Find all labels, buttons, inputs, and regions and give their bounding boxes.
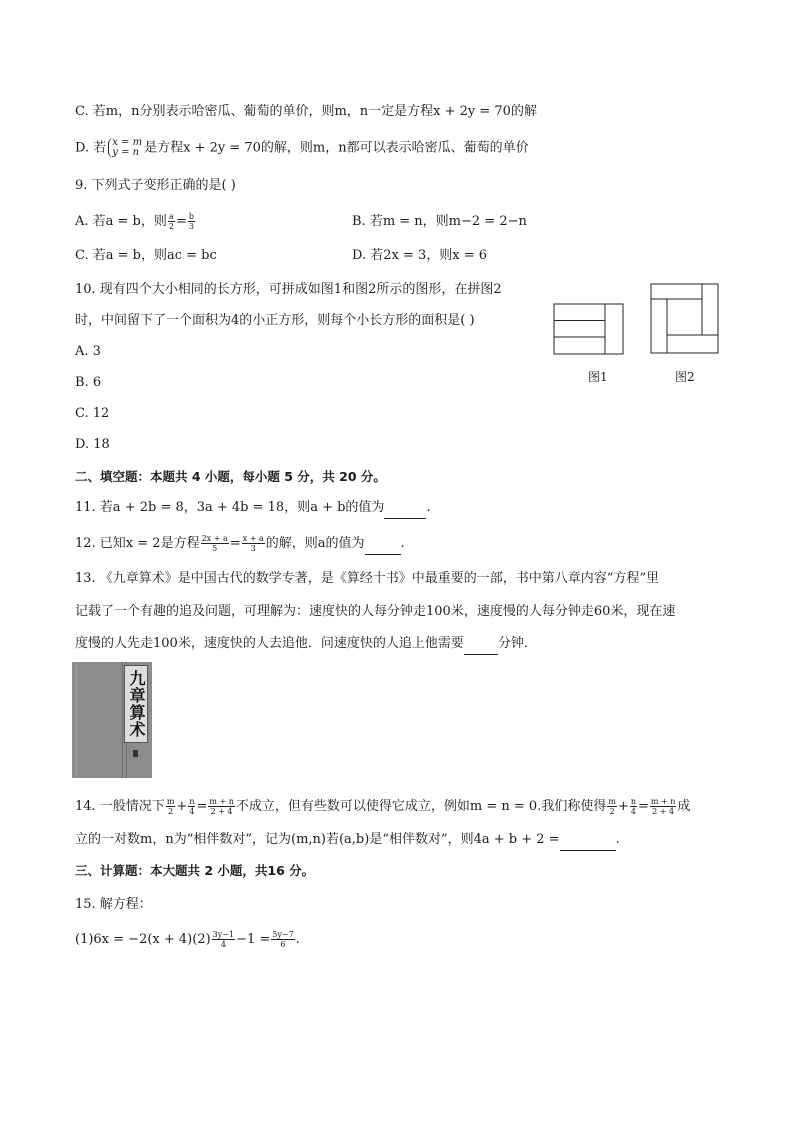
q14-line2-text: 立的一对数m，n为“相伴数对”，记为(m,n)若(a,b)是“相伴数对”，则4a + b + 2 = bbox=[75, 832, 560, 847]
figure-1 bbox=[553, 303, 625, 355]
q12 bbox=[75, 534, 405, 555]
q15-minus: −1 = bbox=[236, 932, 271, 947]
q10-option-a: A. 3 bbox=[75, 344, 101, 359]
q15-equations bbox=[75, 930, 300, 950]
q14-frac-n: $\frac{n}{4}$ bbox=[189, 797, 195, 816]
q14-blank bbox=[560, 830, 616, 851]
q14-frac-n-2: $\frac{n}{4}$ bbox=[630, 797, 636, 816]
section-3-heading: 三、计算题：本大题共 2 小题，共16 分。 bbox=[75, 863, 315, 878]
q10-option-b: B. 6 bbox=[75, 375, 102, 390]
q14-eq: = bbox=[196, 799, 208, 814]
book-seal bbox=[133, 750, 138, 757]
q11-end: . bbox=[426, 500, 431, 515]
q8-option-d bbox=[75, 138, 529, 159]
q12-eq: = bbox=[229, 536, 241, 551]
q9-a-frac2: $\frac{b}{3}$ bbox=[188, 212, 195, 231]
q9-option-a bbox=[75, 212, 196, 232]
q12-suffix: 的解，则a的值为 bbox=[265, 536, 365, 551]
q15-frac2: $\frac{5y-7}{6}$ bbox=[272, 930, 294, 949]
q12-frac2: $\frac{x + a}{3}$ bbox=[242, 534, 264, 553]
q13-line3-text: 度慢的人先走100米，速度快的人去追他．问速度快的人追上他需要 bbox=[75, 636, 464, 651]
fig2-outer bbox=[651, 284, 718, 353]
q14-mid: 不成立，但有些数可以使得它成立，例如m = n = 0.我们称使得 bbox=[235, 799, 607, 814]
book-title-text: 九章算术 bbox=[127, 670, 146, 738]
q13-blank bbox=[464, 634, 498, 655]
q10-stem-line1: 10. 现有四个大小相同的长方形，可拼成如图1和图2所示的图形，在拼图2 bbox=[75, 282, 502, 297]
q8-d-system bbox=[108, 138, 142, 158]
q14-line2 bbox=[75, 830, 620, 851]
figure-1-caption: 图1 bbox=[588, 370, 608, 384]
q9-a-eq: = bbox=[175, 214, 187, 229]
q8-d-sys-top: x = m bbox=[112, 137, 143, 148]
book-cover-image bbox=[72, 662, 152, 778]
fig1-outer bbox=[554, 304, 623, 354]
q15-end: . bbox=[295, 932, 300, 947]
q15-frac1: $\frac{3y-1}{4}$ bbox=[212, 930, 235, 949]
q14-frac-m-2: $\frac{m}{2}$ bbox=[608, 797, 616, 816]
q14-line1-end: 成 bbox=[677, 799, 691, 814]
q14-prefix: 14. 一般情况下 bbox=[75, 799, 165, 814]
q14-frac-m: $\frac{m}{2}$ bbox=[166, 797, 175, 816]
q10-stem-line2: 时，中间留下了一个面积为4的小正方形，则每个小长方形的面积是( ) bbox=[75, 313, 475, 328]
q9-a-prefix: A. 若a = b，则 bbox=[75, 214, 167, 229]
figure-2-caption: 图2 bbox=[675, 370, 695, 384]
q15-stem: 15. 解方程： bbox=[75, 897, 152, 912]
q9-a-frac1: $\frac{a}{2}$ bbox=[168, 212, 174, 231]
q9-stem: 9. 下列式子变形正确的是( ) bbox=[75, 178, 236, 193]
q11 bbox=[75, 498, 431, 519]
q12-blank bbox=[365, 534, 401, 555]
q9-option-d: D. 若2x = 3，则x = 6 bbox=[352, 248, 488, 263]
q10-option-c: C. 12 bbox=[75, 406, 110, 421]
book-title-label bbox=[124, 665, 148, 743]
q13-line1: 13. 《九章算术》是中国古代的数学专著，是《算经十书》中最重要的一部，书中第八章内容“方程”里 bbox=[75, 571, 660, 586]
q12-frac1: $\frac{2x + a}{5}$ bbox=[201, 534, 228, 553]
q11-text: 11. 若a + 2b = 8，3a + 4b = 18，则a + b的值为 bbox=[75, 500, 385, 515]
q9-option-b: B. 若m = n，则m−2 = 2−n bbox=[352, 214, 527, 229]
q12-prefix: 12. 已知x = 2是方程 bbox=[75, 536, 200, 551]
q9-option-c: C. 若a = b，则ac = bc bbox=[75, 248, 217, 263]
q8-d-prefix: D. 若 bbox=[75, 140, 107, 156]
q11-blank bbox=[384, 498, 426, 519]
figure-2 bbox=[650, 283, 720, 355]
section-2-heading: 二、填空题：本题共 4 小题，每小题 5 分，共 20 分。 bbox=[75, 469, 386, 484]
q14-eq-2: = bbox=[637, 799, 649, 814]
q13-line2: 记载了一个有趣的追及问题，可理解为：速度快的人每分钟走100米，速度慢的人每分钟走60米，现在速 bbox=[75, 604, 676, 619]
q13-line3-end: 分钟． bbox=[497, 636, 537, 651]
q14-frac-mn-2: $\frac{m + n}{2 + 4}$ bbox=[650, 797, 676, 816]
q14-line1 bbox=[75, 797, 690, 817]
q8-d-suffix: 是方程x + 2y = 70的解，则m，n都可以表示哈密瓜、葡萄的单价 bbox=[144, 140, 529, 156]
q8-d-sys-bottom: y = n bbox=[112, 147, 140, 158]
q8-option-c: C. 若m，n分别表示哈密瓜、葡萄的单价，则m，n一定是方程x + 2y = 70的解 bbox=[75, 104, 537, 119]
q14-line2-end: . bbox=[615, 832, 620, 847]
q14-plus-2: + bbox=[617, 799, 629, 814]
q14-frac-mn: $\frac{m + n}{2 + 4}$ bbox=[209, 797, 234, 816]
q15-part1: (1)6x = −2(x + 4)(2) bbox=[75, 932, 211, 947]
q12-end: . bbox=[400, 536, 405, 551]
q10-option-d: D. 18 bbox=[75, 437, 110, 452]
q14-plus: + bbox=[176, 799, 188, 814]
q13-line3 bbox=[75, 634, 537, 655]
